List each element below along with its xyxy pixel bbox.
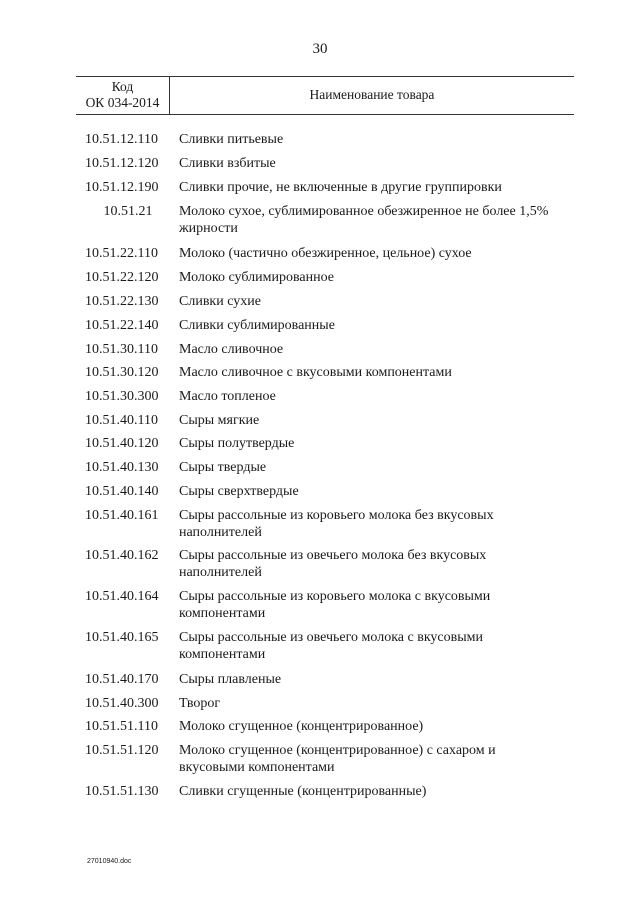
- row-name: Сыры сверхтвердые: [179, 484, 299, 499]
- row-name: Сливки сублимированные: [179, 318, 335, 333]
- row-name: Молоко сублимированное: [179, 270, 334, 285]
- code-header-line2: ОК 034-2014: [85, 95, 160, 110]
- row-code: 10.51.40.164: [85, 589, 159, 604]
- code-header-line1: Код: [111, 79, 134, 94]
- header-top-rule: [76, 76, 574, 77]
- row-code: 10.51.40.120: [85, 436, 159, 451]
- row-code: 10.51.22.140: [85, 318, 159, 333]
- row-name: Сливки взбитые: [179, 156, 276, 171]
- row-name: Сливки прочие, не включенные в другие группировки: [179, 180, 502, 195]
- row-code: 10.51.12.120: [85, 156, 159, 171]
- row-name: Сливки сгущенные (концентрированные): [179, 784, 427, 799]
- row-name: Сливки сухие: [179, 294, 261, 309]
- row-code: 10.51.40.162: [85, 548, 159, 563]
- row-name: Сыры рассольные из коровьего молока без вкусовых наполнителей: [179, 508, 494, 540]
- row-code: 10.51.12.110: [85, 132, 158, 147]
- code-column-header: [76, 79, 169, 111]
- row-name: Творог: [179, 696, 221, 711]
- row-name: Сыры плавленые: [179, 672, 282, 687]
- row-name: Сыры мягкие: [179, 413, 260, 428]
- row-code: 10.51.51.130: [85, 784, 159, 799]
- row-name: Сыры твердые: [179, 460, 267, 475]
- row-name: Сливки питьевые: [179, 132, 284, 147]
- row-code: 10.51.22.130: [85, 294, 159, 309]
- row-name: Сыры рассольные из овечьего молока без вкусовых наполнителей: [179, 548, 487, 580]
- row-code: 10.51.30.110: [85, 342, 158, 357]
- row-name: Масло топленое: [179, 389, 276, 404]
- name-column-header: Наименование товара: [309, 87, 435, 102]
- row-name: Масло сливочное: [179, 342, 284, 357]
- row-code: 10.51.22.110: [85, 246, 158, 261]
- row-code: 10.51.40.110: [85, 413, 158, 428]
- file-name-footer: 27010940.doc: [87, 858, 132, 865]
- row-code: 10.51.22.120: [85, 270, 159, 285]
- row-code: 10.51.40.165: [85, 630, 159, 645]
- row-code: 10.51.40.130: [85, 460, 159, 475]
- row-code: 10.51.21: [103, 204, 153, 219]
- row-name: Молоко сгущенное (концентрированное): [179, 719, 424, 734]
- row-name: Молоко сухое, сублимированное обезжиренное не более 1,5% жирности: [179, 204, 549, 236]
- table-header: [76, 76, 574, 116]
- row-name: Молоко (частично обезжиренное, цельное) сухое: [179, 246, 472, 261]
- row-code: 10.51.40.300: [85, 696, 159, 711]
- row-name: Сыры рассольные из коровьего молока с вкусовыми компонентами: [179, 589, 491, 621]
- row-code: 10.51.12.190: [85, 180, 159, 195]
- row-name: Сыры рассольные из овечьего молока с вкусовыми компонентами: [179, 630, 484, 662]
- row-name: Молоко сгущенное (концентрированное) с сахаром и вкусовыми компонентами: [179, 743, 496, 775]
- row-code: 10.51.40.161: [85, 508, 159, 523]
- row-code: 10.51.51.110: [85, 719, 158, 734]
- row-name: Масло сливочное с вкусовыми компонентами: [179, 365, 452, 380]
- row-name: Сыры полутвердые: [179, 436, 295, 451]
- row-code: 10.51.40.170: [85, 672, 159, 687]
- row-code: 10.51.40.140: [85, 484, 159, 499]
- row-code: 10.51.30.120: [85, 365, 159, 380]
- header-bottom-rule: [76, 114, 574, 115]
- page-number: 30: [312, 41, 328, 57]
- row-code: 10.51.51.120: [85, 743, 159, 758]
- row-code: 10.51.30.300: [85, 389, 159, 404]
